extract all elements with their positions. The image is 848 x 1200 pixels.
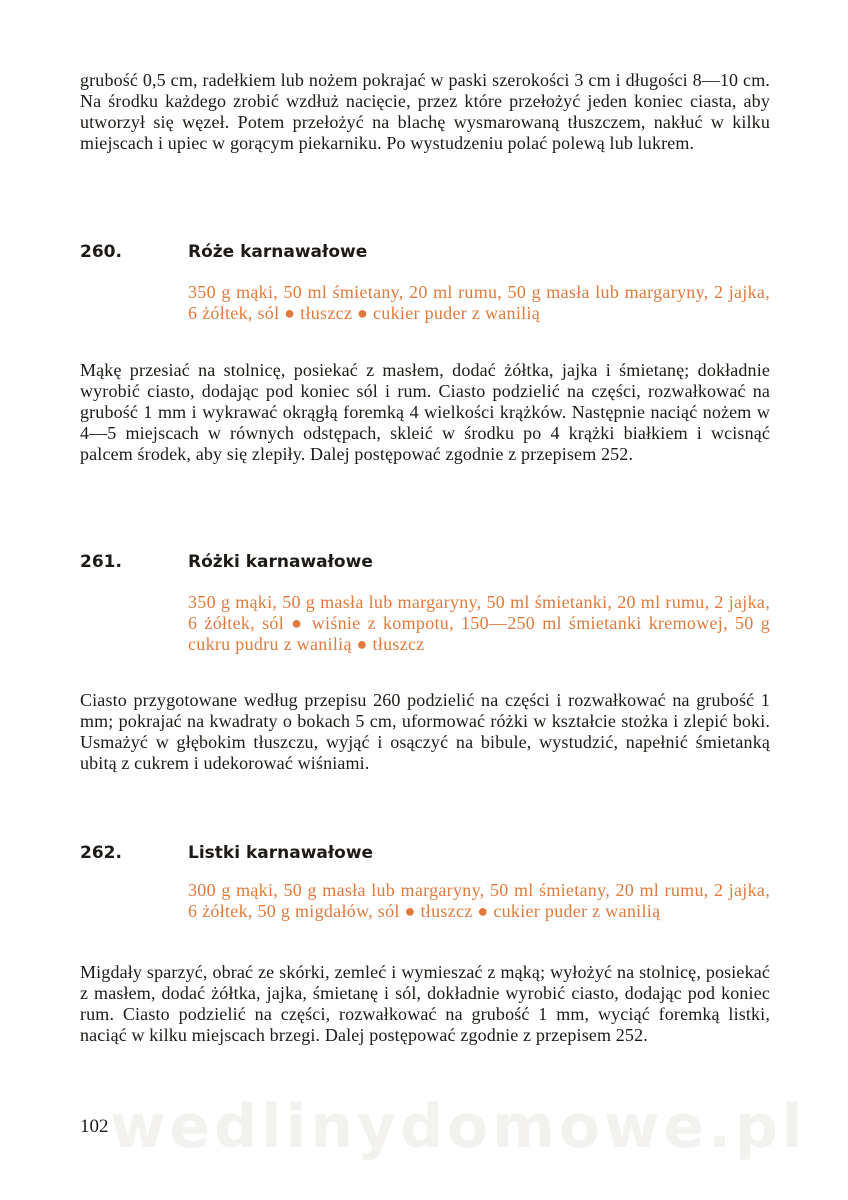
recipe-261-ingredients: 350 g mąki, 50 g masła lub margaryny, 50 ml śmietanki, 20 ml rumu, 2 jajka, 6 żółtek, sól ● wiśnie z kompotu, 150—250 ml śmietanki kremowej, 50 g cukru pudru z wanilią ● tłuszcz — [188, 592, 770, 654]
recipe-262-number: 262. — [80, 843, 122, 863]
recipe-260-title: Róże karnawałowe — [188, 242, 368, 262]
recipe-261-number: 261. — [80, 552, 122, 572]
intro-paragraph: grubość 0,5 cm, radełkiem lub nożem pokrajać w paski szerokości 3 cm i długości 8—10 cm. Na środku każdego zrobić wzdłuż nacięcie, przez które przełożyć jeden koniec ciasta, aby utworzył się węzeł. Potem przełożyć na blachę wysmarowaną tłuszczem, nakłuć w kilku miejscach i upiec w gorącym piekarniku. Po wystudzeniu polać polewą lub lukrem. — [80, 70, 770, 153]
recipe-262-title: Listki karnawałowe — [188, 843, 374, 863]
recipe-262-instructions: Migdały sparzyć, obrać ze skórki, zemleć i wymieszać z mąką; wyłożyć na stolnicę, posiekać z masłem, dodać żółtka, jajka, śmietanę i sól, dokładnie wyrobić ciasto, dodając pod koniec rum. Ciasto podzielić na części, rozwałkować na grubość 1 mm, wyciąć foremką listki, naciąć w kilku miejscach brzegi. Dalej postępować zgodnie z przepisem 252. — [80, 962, 770, 1045]
watermark: wedlinydomowe.pl — [110, 1092, 807, 1162]
recipe-260-ingredients: 350 g mąki, 50 ml śmietany, 20 ml rumu, 50 g masła lub margaryny, 2 jajka, 6 żółtek, sól ● tłuszcz ● cukier puder z wanilią — [188, 282, 770, 323]
recipe-261-title: Różki karnawałowe — [188, 552, 373, 572]
recipe-260-number: 260. — [80, 242, 122, 262]
page-number: 102 — [80, 1116, 109, 1137]
recipe-261-instructions: Ciasto przygotowane według przepisu 260 podzielić na części i rozwałkować na grubość 1 mm; pokrajać na kwadraty o bokach 5 cm, uformować różki w kształcie stożka i zlepić boki. Usmażyć w głębokim tłuszczu, wyjąć i osączyć na bibule, wystudzić, napełnić śmietanką ubitą z cukrem i udekorować wiśniami. — [80, 690, 770, 773]
recipe-260-instructions: Mąkę przesiać na stolnicę, posiekać z masłem, dodać żółtka, jajka i śmietanę; dokładnie wyrobić ciasto, dodając pod koniec sól i rum. Ciasto podzielić na części, rozwałkować na grubość 1 mm i wykrawać okrągłą foremką 4 wielkości krążków. Następnie naciąć nożem w 4—5 miejscach w równych odstępach, skleić w środku po 4 krążki białkiem i wcisnąć palcem środek, aby się zlepiły. Dalej postępować zgodnie z przepisem 252. — [80, 360, 770, 464]
recipe-262-ingredients: 300 g mąki, 50 g masła lub margaryny, 50 ml śmietany, 20 ml rumu, 2 jajka, 6 żółtek, 50 g migdałów, sól ● tłuszcz ● cukier puder z wanilią — [188, 880, 770, 921]
